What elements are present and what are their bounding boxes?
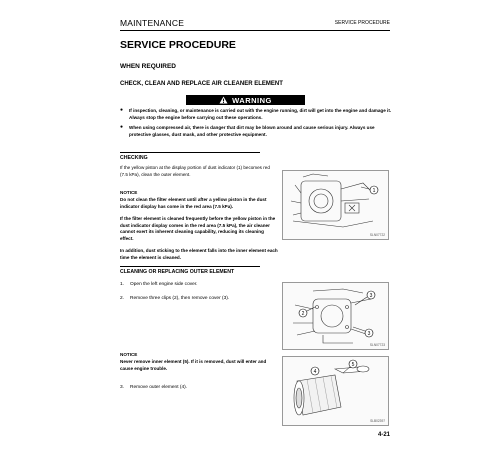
callout-2: 2 (301, 311, 305, 317)
page-number: 4-21 (377, 432, 390, 438)
step-number: 2. (120, 296, 125, 301)
dust-indicator-figure (282, 170, 389, 240)
section-header: MAINTENANCE (120, 18, 185, 28)
notice-label: NOTICE (120, 352, 138, 357)
figure-code: SLB02397 (370, 419, 385, 423)
warning-bullet-text: When using compressed air, there is danger that dirt may be blown around and cause serious injury. Always use protective glasses, dust mask, and other protective equipment. (129, 125, 375, 137)
cleaning-heading: CLEANING OR REPLACING OUTER ELEMENT (120, 269, 235, 275)
figure-code: SLN07722 (369, 233, 385, 237)
element-illustration (283, 357, 388, 425)
cover-illustration (283, 283, 388, 349)
page-title: SERVICE PROCEDURE (120, 39, 236, 51)
callout-3: 3 (369, 293, 373, 299)
step-item (120, 296, 229, 301)
notice-line: If the filter element is cleaned frequently before the yellow piston in the dust indicator display comes in the red area (7.5 kPa), the air cleaner cannot exert its inherent cleaning capability, reducing its cleaning effect. (120, 216, 276, 241)
header-rule (120, 30, 390, 31)
step-item (120, 282, 197, 287)
step-text: Open the left engine side cover. (130, 282, 198, 287)
page-subtitle: WHEN REQUIRED (120, 63, 176, 70)
outer-element-figure (282, 356, 389, 426)
warning-triangle-icon (219, 96, 228, 104)
step-text: Remove three clips (2), then remove cover (3). (130, 296, 230, 301)
cover-clips-figure (282, 282, 389, 350)
figure-code: SLN07723 (369, 343, 385, 347)
warning-bullet-text: If inspection, cleaning, or maintenance is carried out with the engine running, dirt will get into the engine and damage it. Always stop the engine before carrying out these operations. (129, 108, 392, 120)
task-title: CHECK, CLEAN AND REPLACE AIR CLEANER ELEMENT (120, 81, 283, 87)
bullet-icon: ● (120, 107, 124, 113)
section-rule (120, 152, 260, 153)
notice-line: Do not clean the filter element until after a yellow piston in the dust indicator display has come in the red area (7.5 kPa). (120, 197, 267, 209)
step-item (120, 385, 187, 390)
warning-bullet (120, 124, 392, 138)
running-header: SERVICE PROCEDURE (334, 20, 390, 26)
checking-heading: CHECKING (120, 155, 148, 161)
step-text: Remove outer element (4). (130, 385, 188, 390)
notice-line: In addition, dust sticking to the element falls into the inner element each time the element is cleaned. (120, 248, 278, 260)
engine-illustration (283, 171, 388, 239)
callout-5: 5 (351, 362, 355, 368)
section-rule (120, 266, 260, 267)
step-number: 1. (120, 282, 125, 287)
step-number: 3. (120, 385, 125, 390)
callout-4: 4 (313, 369, 317, 375)
warning-label: WARNING (232, 95, 272, 105)
warning-bullet (120, 107, 392, 121)
bullet-icon: ● (120, 124, 124, 130)
notice-text: Never remove inner element (5). If it is removed, dust will enter and cause engine trouble. (120, 359, 267, 371)
callout-1: 1 (372, 188, 376, 194)
checking-text: If the yellow piston at the display portion of dust indicator (1) becomes red (7.5 kPa), clean the outer element. (120, 165, 270, 177)
notice-label: NOTICE (120, 190, 138, 195)
warning-banner (186, 95, 305, 105)
callout-3: 3 (367, 331, 371, 337)
